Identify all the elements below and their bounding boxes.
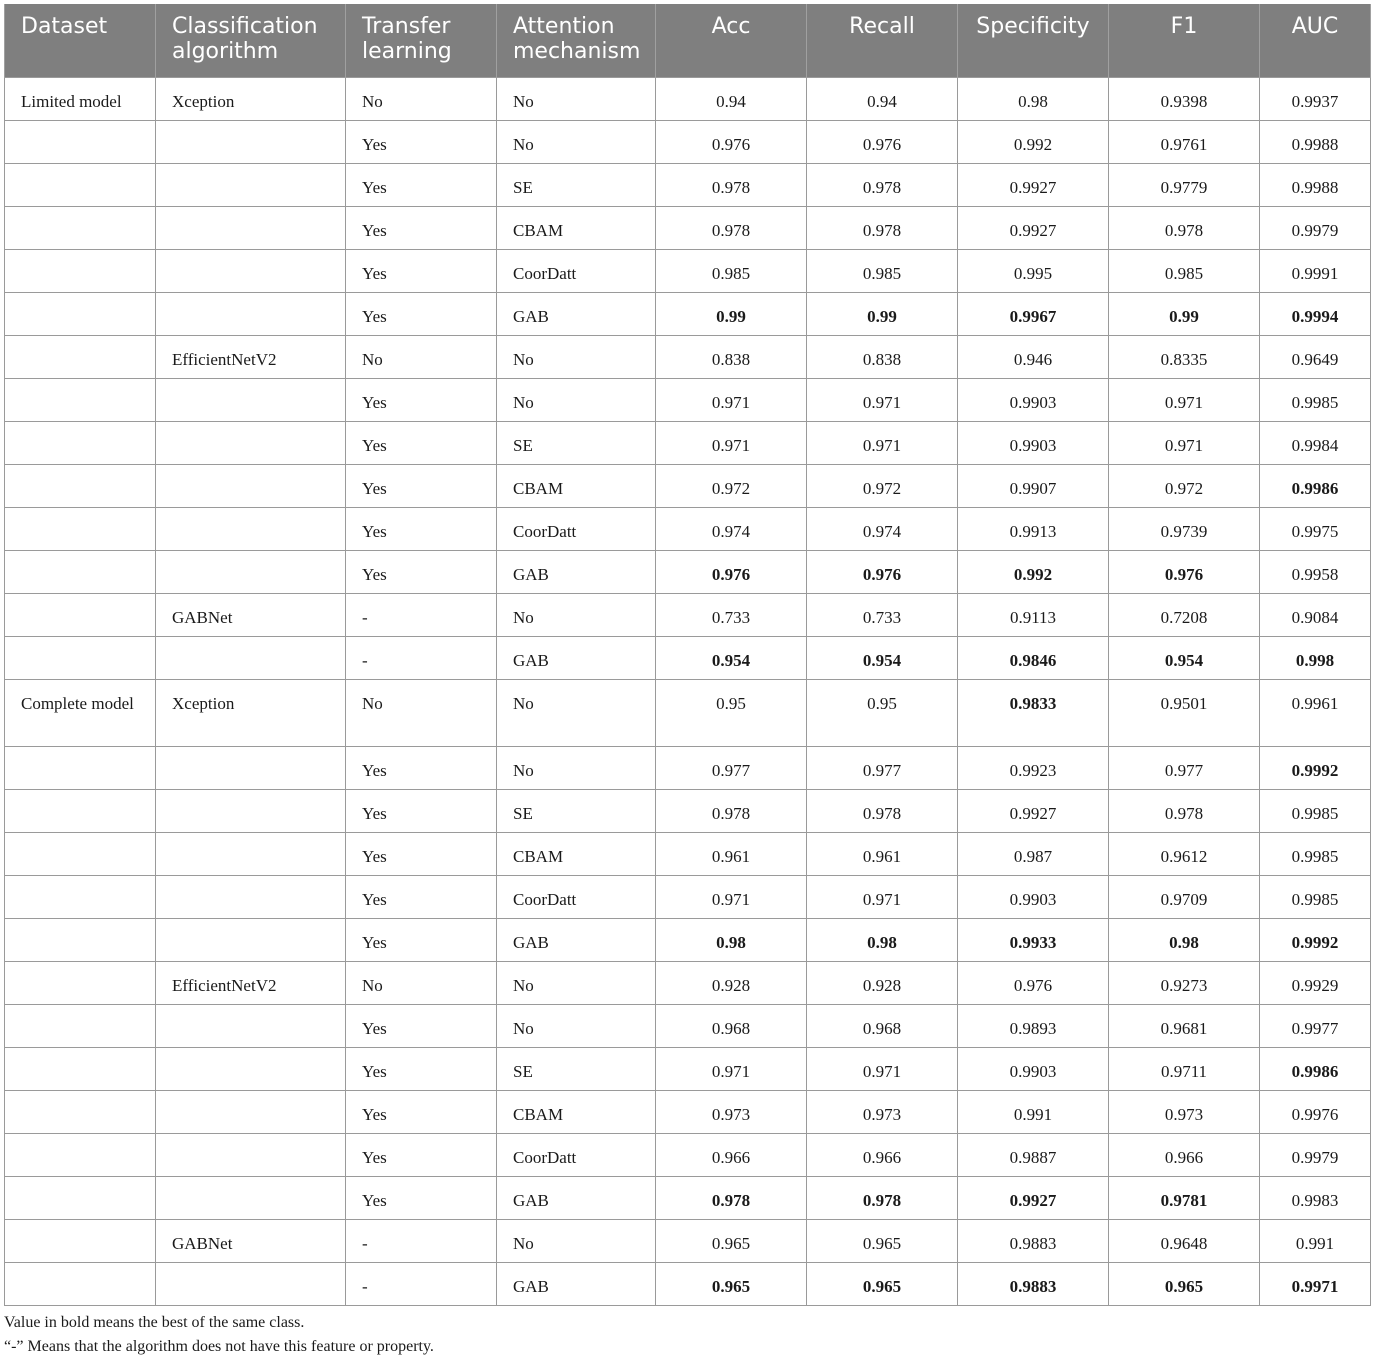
table-row [5, 832, 1371, 875]
cell-recall: 0.976 [807, 550, 958, 593]
cell-auc: 0.9985 [1260, 832, 1371, 875]
table-row [5, 1004, 1371, 1047]
cell-acc: 0.954 [656, 636, 807, 679]
cell-f1: 0.9779 [1109, 163, 1260, 206]
table-row [5, 1047, 1371, 1090]
cell-auc: 0.9937 [1260, 77, 1371, 120]
cell-algorithm [156, 1176, 346, 1219]
table-body [5, 77, 1371, 1305]
cell-transfer-learning: Yes [346, 1133, 497, 1176]
table-row [5, 550, 1371, 593]
cell-f1: 0.978 [1109, 206, 1260, 249]
cell-specificity: 0.992 [958, 550, 1109, 593]
table-row [5, 789, 1371, 832]
cell-dataset [5, 378, 156, 421]
cell-algorithm [156, 421, 346, 464]
cell-auc: 0.9961 [1260, 679, 1371, 746]
cell-specificity: 0.9923 [958, 746, 1109, 789]
cell-acc: 0.965 [656, 1219, 807, 1262]
cell-recall: 0.928 [807, 961, 958, 1004]
cell-algorithm [156, 636, 346, 679]
cell-attention-mechanism: No [497, 335, 656, 378]
cell-attention-mechanism: No [497, 120, 656, 163]
cell-attention-mechanism: No [497, 1219, 656, 1262]
cell-attention-mechanism: CoorDatt [497, 1133, 656, 1176]
cell-acc: 0.733 [656, 593, 807, 636]
cell-acc: 0.971 [656, 378, 807, 421]
cell-attention-mechanism: GAB [497, 550, 656, 593]
cell-dataset [5, 636, 156, 679]
cell-auc: 0.9988 [1260, 163, 1371, 206]
cell-acc: 0.971 [656, 1047, 807, 1090]
cell-recall: 0.965 [807, 1262, 958, 1305]
cell-auc: 0.9985 [1260, 875, 1371, 918]
cell-f1: 0.9612 [1109, 832, 1260, 875]
cell-dataset [5, 163, 156, 206]
cell-specificity: 0.9927 [958, 1176, 1109, 1219]
cell-algorithm: GABNet [156, 593, 346, 636]
table-row [5, 679, 1371, 746]
cell-dataset [5, 746, 156, 789]
cell-transfer-learning: Yes [346, 789, 497, 832]
cell-f1: 0.973 [1109, 1090, 1260, 1133]
cell-algorithm [156, 875, 346, 918]
cell-recall: 0.976 [807, 120, 958, 163]
cell-auc: 0.9983 [1260, 1176, 1371, 1219]
cell-dataset: Complete model [5, 679, 156, 746]
header-dataset: Dataset [5, 4, 156, 77]
cell-auc: 0.9988 [1260, 120, 1371, 163]
cell-auc: 0.998 [1260, 636, 1371, 679]
cell-dataset [5, 832, 156, 875]
cell-transfer-learning: Yes [346, 1004, 497, 1047]
cell-auc: 0.991 [1260, 1219, 1371, 1262]
footnote-bold: Value in bold means the best of the same class. [4, 1314, 305, 1331]
cell-dataset [5, 464, 156, 507]
cell-algorithm [156, 1133, 346, 1176]
cell-f1: 0.9273 [1109, 961, 1260, 1004]
cell-auc: 0.9929 [1260, 961, 1371, 1004]
cell-specificity: 0.992 [958, 120, 1109, 163]
cell-specificity: 0.976 [958, 961, 1109, 1004]
cell-dataset [5, 875, 156, 918]
cell-auc: 0.9649 [1260, 335, 1371, 378]
header-acc: Acc [656, 4, 807, 77]
table-row [5, 636, 1371, 679]
cell-algorithm [156, 550, 346, 593]
cell-recall: 0.954 [807, 636, 958, 679]
cell-algorithm: EfficientNetV2 [156, 335, 346, 378]
cell-algorithm [156, 1090, 346, 1133]
cell-recall: 0.985 [807, 249, 958, 292]
table-row [5, 378, 1371, 421]
header-auc: AUC [1260, 4, 1371, 77]
cell-f1: 0.966 [1109, 1133, 1260, 1176]
cell-dataset [5, 1004, 156, 1047]
cell-transfer-learning: Yes [346, 1090, 497, 1133]
cell-acc: 0.974 [656, 507, 807, 550]
cell-acc: 0.978 [656, 163, 807, 206]
cell-acc: 0.928 [656, 961, 807, 1004]
cell-recall: 0.95 [807, 679, 958, 746]
cell-specificity: 0.9913 [958, 507, 1109, 550]
table-row [5, 77, 1371, 120]
cell-transfer-learning: Yes [346, 918, 497, 961]
cell-attention-mechanism: GAB [497, 1262, 656, 1305]
cell-f1: 0.9501 [1109, 679, 1260, 746]
cell-acc: 0.976 [656, 120, 807, 163]
cell-specificity: 0.9927 [958, 789, 1109, 832]
cell-specificity: 0.9887 [958, 1133, 1109, 1176]
cell-transfer-learning: - [346, 1262, 497, 1305]
cell-specificity: 0.9113 [958, 593, 1109, 636]
cell-f1: 0.978 [1109, 789, 1260, 832]
cell-dataset [5, 1047, 156, 1090]
cell-attention-mechanism: No [497, 679, 656, 746]
cell-transfer-learning: Yes [346, 292, 497, 335]
cell-specificity: 0.9883 [958, 1219, 1109, 1262]
cell-acc: 0.95 [656, 679, 807, 746]
cell-attention-mechanism: CoorDatt [497, 507, 656, 550]
cell-attention-mechanism: CBAM [497, 206, 656, 249]
cell-attention-mechanism: CoorDatt [497, 875, 656, 918]
cell-acc: 0.985 [656, 249, 807, 292]
cell-recall: 0.98 [807, 918, 958, 961]
cell-attention-mechanism: GAB [497, 636, 656, 679]
table-header-row [5, 4, 1371, 77]
cell-f1: 0.971 [1109, 378, 1260, 421]
cell-attention-mechanism: No [497, 77, 656, 120]
cell-specificity: 0.987 [958, 832, 1109, 875]
cell-recall: 0.974 [807, 507, 958, 550]
cell-auc: 0.9986 [1260, 1047, 1371, 1090]
cell-transfer-learning: No [346, 77, 497, 120]
cell-specificity: 0.9933 [958, 918, 1109, 961]
cell-transfer-learning: Yes [346, 550, 497, 593]
cell-attention-mechanism: No [497, 961, 656, 1004]
cell-algorithm [156, 832, 346, 875]
cell-f1: 0.9739 [1109, 507, 1260, 550]
table-row [5, 918, 1371, 961]
cell-dataset [5, 249, 156, 292]
cell-attention-mechanism: CBAM [497, 464, 656, 507]
cell-algorithm [156, 1262, 346, 1305]
cell-attention-mechanism: GAB [497, 1176, 656, 1219]
cell-recall: 0.99 [807, 292, 958, 335]
cell-auc: 0.9985 [1260, 378, 1371, 421]
cell-auc: 0.9971 [1260, 1262, 1371, 1305]
header-f1: F1 [1109, 4, 1260, 77]
cell-transfer-learning: Yes [346, 120, 497, 163]
cell-acc: 0.976 [656, 550, 807, 593]
cell-transfer-learning: Yes [346, 832, 497, 875]
cell-auc: 0.9991 [1260, 249, 1371, 292]
cell-acc: 0.968 [656, 1004, 807, 1047]
cell-attention-mechanism: CoorDatt [497, 249, 656, 292]
cell-attention-mechanism: SE [497, 789, 656, 832]
cell-f1: 0.9398 [1109, 77, 1260, 120]
cell-acc: 0.978 [656, 1176, 807, 1219]
cell-specificity: 0.991 [958, 1090, 1109, 1133]
cell-acc: 0.966 [656, 1133, 807, 1176]
cell-algorithm [156, 378, 346, 421]
cell-acc: 0.971 [656, 875, 807, 918]
cell-f1: 0.99 [1109, 292, 1260, 335]
cell-f1: 0.977 [1109, 746, 1260, 789]
cell-f1: 0.972 [1109, 464, 1260, 507]
cell-specificity: 0.9833 [958, 679, 1109, 746]
cell-recall: 0.968 [807, 1004, 958, 1047]
cell-dataset [5, 1090, 156, 1133]
cell-recall: 0.838 [807, 335, 958, 378]
cell-algorithm: EfficientNetV2 [156, 961, 346, 1004]
cell-recall: 0.965 [807, 1219, 958, 1262]
table-row [5, 464, 1371, 507]
cell-acc: 0.98 [656, 918, 807, 961]
cell-f1: 0.985 [1109, 249, 1260, 292]
cell-specificity: 0.9903 [958, 1047, 1109, 1090]
cell-dataset [5, 550, 156, 593]
cell-transfer-learning: Yes [346, 378, 497, 421]
cell-dataset [5, 593, 156, 636]
cell-auc: 0.9979 [1260, 206, 1371, 249]
cell-transfer-learning: Yes [346, 206, 497, 249]
table-row [5, 163, 1371, 206]
cell-acc: 0.973 [656, 1090, 807, 1133]
cell-specificity: 0.9883 [958, 1262, 1109, 1305]
cell-f1: 0.9711 [1109, 1047, 1260, 1090]
cell-f1: 0.954 [1109, 636, 1260, 679]
cell-transfer-learning: No [346, 335, 497, 378]
cell-recall: 0.971 [807, 875, 958, 918]
cell-auc: 0.9084 [1260, 593, 1371, 636]
table-row [5, 1219, 1371, 1262]
cell-algorithm [156, 918, 346, 961]
cell-specificity: 0.9927 [958, 163, 1109, 206]
cell-acc: 0.978 [656, 206, 807, 249]
cell-dataset [5, 335, 156, 378]
cell-auc: 0.9992 [1260, 918, 1371, 961]
cell-auc: 0.9985 [1260, 789, 1371, 832]
cell-auc: 0.9984 [1260, 421, 1371, 464]
cell-recall: 0.971 [807, 1047, 958, 1090]
cell-algorithm [156, 163, 346, 206]
cell-recall: 0.978 [807, 163, 958, 206]
footnote-dash: “-” Means that the algorithm does not have this feature or property. [4, 1338, 434, 1355]
cell-attention-mechanism: SE [497, 1047, 656, 1090]
cell-attention-mechanism: SE [497, 163, 656, 206]
cell-algorithm [156, 1047, 346, 1090]
cell-f1: 0.9781 [1109, 1176, 1260, 1219]
cell-algorithm [156, 292, 346, 335]
table-row [5, 593, 1371, 636]
cell-acc: 0.99 [656, 292, 807, 335]
cell-algorithm [156, 1004, 346, 1047]
cell-acc: 0.965 [656, 1262, 807, 1305]
cell-acc: 0.961 [656, 832, 807, 875]
cell-recall: 0.966 [807, 1133, 958, 1176]
table-row [5, 746, 1371, 789]
cell-specificity: 0.946 [958, 335, 1109, 378]
cell-recall: 0.978 [807, 206, 958, 249]
cell-f1: 0.8335 [1109, 335, 1260, 378]
cell-f1: 0.976 [1109, 550, 1260, 593]
cell-transfer-learning: No [346, 679, 497, 746]
cell-recall: 0.733 [807, 593, 958, 636]
cell-transfer-learning: Yes [346, 163, 497, 206]
cell-auc: 0.9977 [1260, 1004, 1371, 1047]
cell-algorithm: GABNet [156, 1219, 346, 1262]
cell-dataset [5, 961, 156, 1004]
table-row [5, 1133, 1371, 1176]
cell-recall: 0.971 [807, 421, 958, 464]
cell-algorithm [156, 746, 346, 789]
cell-dataset [5, 1262, 156, 1305]
header-recall: Recall [807, 4, 958, 77]
cell-dataset: Limited model [5, 77, 156, 120]
cell-acc: 0.972 [656, 464, 807, 507]
cell-dataset [5, 1219, 156, 1262]
cell-transfer-learning: Yes [346, 464, 497, 507]
results-table [4, 4, 1371, 1306]
table-row [5, 120, 1371, 163]
table-row [5, 421, 1371, 464]
table-row [5, 875, 1371, 918]
cell-specificity: 0.9907 [958, 464, 1109, 507]
cell-f1: 0.9681 [1109, 1004, 1260, 1047]
cell-auc: 0.9979 [1260, 1133, 1371, 1176]
cell-transfer-learning: Yes [346, 875, 497, 918]
cell-auc: 0.9976 [1260, 1090, 1371, 1133]
cell-transfer-learning: Yes [346, 1176, 497, 1219]
cell-acc: 0.978 [656, 789, 807, 832]
cell-dataset [5, 789, 156, 832]
cell-auc: 0.9994 [1260, 292, 1371, 335]
cell-f1: 0.965 [1109, 1262, 1260, 1305]
cell-attention-mechanism: No [497, 1004, 656, 1047]
cell-specificity: 0.9846 [958, 636, 1109, 679]
cell-transfer-learning: Yes [346, 421, 497, 464]
cell-dataset [5, 1176, 156, 1219]
table-row [5, 507, 1371, 550]
cell-dataset [5, 507, 156, 550]
cell-specificity: 0.9893 [958, 1004, 1109, 1047]
table-row [5, 249, 1371, 292]
table-row [5, 292, 1371, 335]
cell-recall: 0.978 [807, 789, 958, 832]
cell-attention-mechanism: SE [497, 421, 656, 464]
cell-dataset [5, 421, 156, 464]
cell-attention-mechanism: CBAM [497, 1090, 656, 1133]
cell-specificity: 0.9927 [958, 206, 1109, 249]
cell-recall: 0.971 [807, 378, 958, 421]
table-row [5, 206, 1371, 249]
cell-algorithm [156, 464, 346, 507]
cell-specificity: 0.9903 [958, 421, 1109, 464]
cell-attention-mechanism: No [497, 378, 656, 421]
cell-recall: 0.973 [807, 1090, 958, 1133]
cell-auc: 0.9975 [1260, 507, 1371, 550]
cell-specificity: 0.995 [958, 249, 1109, 292]
cell-acc: 0.94 [656, 77, 807, 120]
cell-auc: 0.9958 [1260, 550, 1371, 593]
cell-f1: 0.98 [1109, 918, 1260, 961]
cell-acc: 0.971 [656, 421, 807, 464]
cell-f1: 0.9761 [1109, 120, 1260, 163]
table-row [5, 1262, 1371, 1305]
cell-specificity: 0.9967 [958, 292, 1109, 335]
cell-dataset [5, 120, 156, 163]
cell-auc: 0.9992 [1260, 746, 1371, 789]
cell-auc: 0.9986 [1260, 464, 1371, 507]
cell-transfer-learning: - [346, 1219, 497, 1262]
cell-transfer-learning: No [346, 961, 497, 1004]
cell-algorithm [156, 789, 346, 832]
cell-recall: 0.94 [807, 77, 958, 120]
cell-recall: 0.977 [807, 746, 958, 789]
cell-algorithm [156, 120, 346, 163]
cell-attention-mechanism: No [497, 593, 656, 636]
cell-algorithm [156, 249, 346, 292]
cell-dataset [5, 918, 156, 961]
table-row [5, 961, 1371, 1004]
header-classification-algorithm: Classification algorithm [156, 4, 346, 77]
table-row [5, 335, 1371, 378]
table-row [5, 1090, 1371, 1133]
cell-attention-mechanism: GAB [497, 292, 656, 335]
cell-acc: 0.838 [656, 335, 807, 378]
cell-f1: 0.9648 [1109, 1219, 1260, 1262]
cell-specificity: 0.9903 [958, 875, 1109, 918]
cell-transfer-learning: Yes [346, 1047, 497, 1090]
cell-dataset [5, 292, 156, 335]
cell-algorithm: Xception [156, 77, 346, 120]
header-transfer-learning: Transfer learning [346, 4, 497, 77]
cell-specificity: 0.98 [958, 77, 1109, 120]
cell-specificity: 0.9903 [958, 378, 1109, 421]
header-attention-mechanism: Attention mechanism [497, 4, 656, 77]
cell-f1: 0.971 [1109, 421, 1260, 464]
cell-transfer-learning: - [346, 636, 497, 679]
cell-recall: 0.978 [807, 1176, 958, 1219]
cell-dataset [5, 1133, 156, 1176]
cell-transfer-learning: Yes [346, 746, 497, 789]
header-specificity: Specificity [958, 4, 1109, 77]
cell-attention-mechanism: No [497, 746, 656, 789]
cell-transfer-learning: Yes [346, 507, 497, 550]
cell-f1: 0.9709 [1109, 875, 1260, 918]
cell-acc: 0.977 [656, 746, 807, 789]
cell-dataset [5, 206, 156, 249]
cell-transfer-learning: - [346, 593, 497, 636]
cell-algorithm: Xception [156, 679, 346, 746]
cell-algorithm [156, 507, 346, 550]
cell-transfer-learning: Yes [346, 249, 497, 292]
cell-f1: 0.7208 [1109, 593, 1260, 636]
table-row [5, 1176, 1371, 1219]
cell-recall: 0.972 [807, 464, 958, 507]
cell-attention-mechanism: CBAM [497, 832, 656, 875]
cell-algorithm [156, 206, 346, 249]
cell-attention-mechanism: GAB [497, 918, 656, 961]
cell-recall: 0.961 [807, 832, 958, 875]
